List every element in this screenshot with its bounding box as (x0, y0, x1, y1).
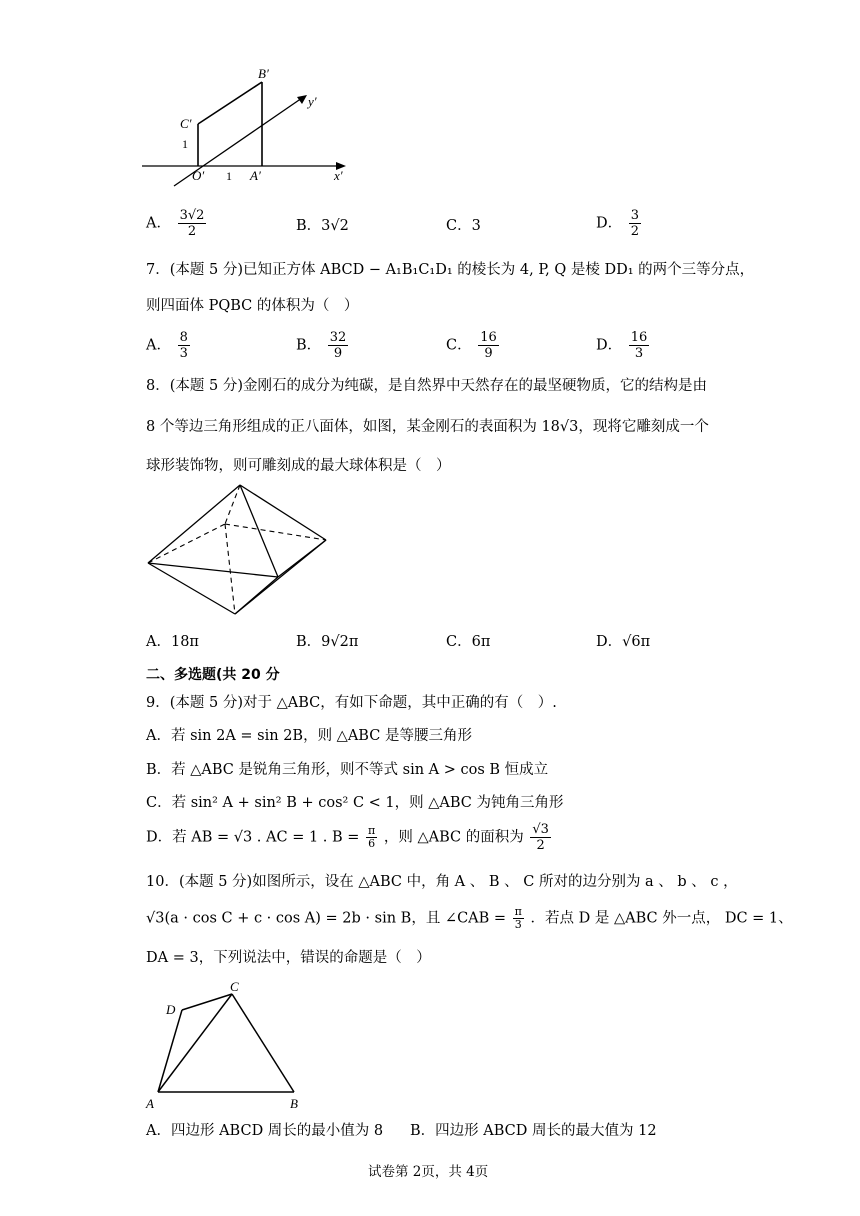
q8-option-b[interactable]: B．9√2π (296, 634, 359, 650)
q7-option-a[interactable]: A． $\frac{8}{3}$ (146, 330, 188, 361)
octahedron-figure (140, 480, 335, 620)
label-D: D (166, 1002, 176, 1017)
q7-option-c[interactable]: C． $\frac{16}{9}$ (446, 330, 497, 361)
label-B: B (290, 1096, 298, 1111)
label-A-prime: A′ (250, 168, 261, 183)
label-y-prime: y′ (308, 94, 317, 109)
q6-option-a[interactable]: A． $\frac{3√2}{2}$ (146, 208, 205, 239)
label-C-prime: C′ (180, 116, 192, 131)
q8-option-d[interactable]: D．√6π (596, 634, 651, 650)
q7-option-b[interactable]: B． $\frac{32}{9}$ (296, 330, 347, 361)
section-heading-multi-choice: 二、多选题(共 20 分 (146, 667, 280, 683)
q8-option-c[interactable]: C．6π (446, 634, 491, 650)
q8-stem-line2: 8 个等边三角形组成的正八面体，如图，某金刚石的表面积为 18√3，现将它雕刻成一个 (146, 419, 709, 435)
q9-option-c[interactable]: C．若 sin² A + sin² B + cos² C < 1，则 △ABC 为钝角三角形 (146, 795, 564, 811)
label-1-horizontal: 1 (226, 169, 232, 183)
q10-option-a[interactable]: A．四边形 ABCD 周长的最小值为 8 (146, 1123, 384, 1139)
label-B-prime: B′ (258, 66, 269, 81)
q6-option-b[interactable]: B．3√2 (296, 218, 349, 234)
label-A: A (146, 1096, 154, 1111)
q9-option-d[interactable]: D．若 AB = √3 . AC = 1 . B = $\frac{\pi}{6}$ ，则 △ABC 的面积为 $\frac{√3}{2}$ (146, 822, 549, 853)
label-x-prime: x′ (334, 168, 343, 183)
page-footer: 试卷第 2页，共 4页 (368, 1164, 489, 1180)
q10-option-b[interactable]: B．四边形 ABCD 周长的最大值为 12 (410, 1123, 657, 1139)
q7-stem-line1: 7．(本题 5 分)已知正方体 ABCD − A₁B₁C₁D₁ 的棱长为 4, P, Q 是棱 DD₁ 的两个三等分点， (146, 262, 755, 278)
q9-option-b[interactable]: B．若 △ABC 是锐角三角形，则不等式 sin A > cos B 恒成立 (146, 762, 549, 778)
q10-stem-line2: √3(a · cos C + c · cos A) = 2b · sin B，且 ∠CAB = $\frac{\pi}{3}$ ．若点 D 是 △ABC 外一点， DC = 1、 (146, 905, 793, 931)
q10-stem-line1: 10．(本题 5 分)如图所示，设在 △ABC 中，角 A 、 B 、 C 所对的边分别为 a 、 b 、 c ， (146, 874, 738, 890)
label-O-prime: O′ (192, 168, 205, 183)
oblique-axes-figure (140, 62, 360, 187)
q9-option-a[interactable]: A．若 sin 2A = sin 2B，则 △ABC 是等腰三角形 (146, 728, 472, 744)
q7-option-d[interactable]: D． $\frac{16}{3}$ (596, 330, 648, 361)
quadrilateral-abcd-figure (140, 978, 315, 1113)
label-C: C (230, 979, 239, 994)
q9-stem: 9．(本题 5 分)对于 △ABC，有如下命题，其中正确的有（ ）. (146, 695, 557, 711)
q8-stem-line3: 球形装饰物，则可雕刻成的最大球体积是（ ） (146, 458, 451, 474)
q6-option-d[interactable]: D． $\frac{3}{2}$ (596, 208, 640, 239)
q6-option-c[interactable]: C．3 (446, 218, 481, 234)
q7-stem-line2: 则四面体 PQBC 的体积为（ ） (146, 298, 359, 314)
q8-option-a[interactable]: A．18π (146, 634, 199, 650)
label-1-vertical: 1 (182, 137, 188, 151)
q10-stem-line3: DA = 3，下列说法中，错误的命题是（ ） (146, 950, 431, 966)
q8-stem-line1: 8．(本题 5 分)金刚石的成分为纯碳，是自然界中天然存在的最坚硬物质，它的结构是由 (146, 378, 707, 394)
